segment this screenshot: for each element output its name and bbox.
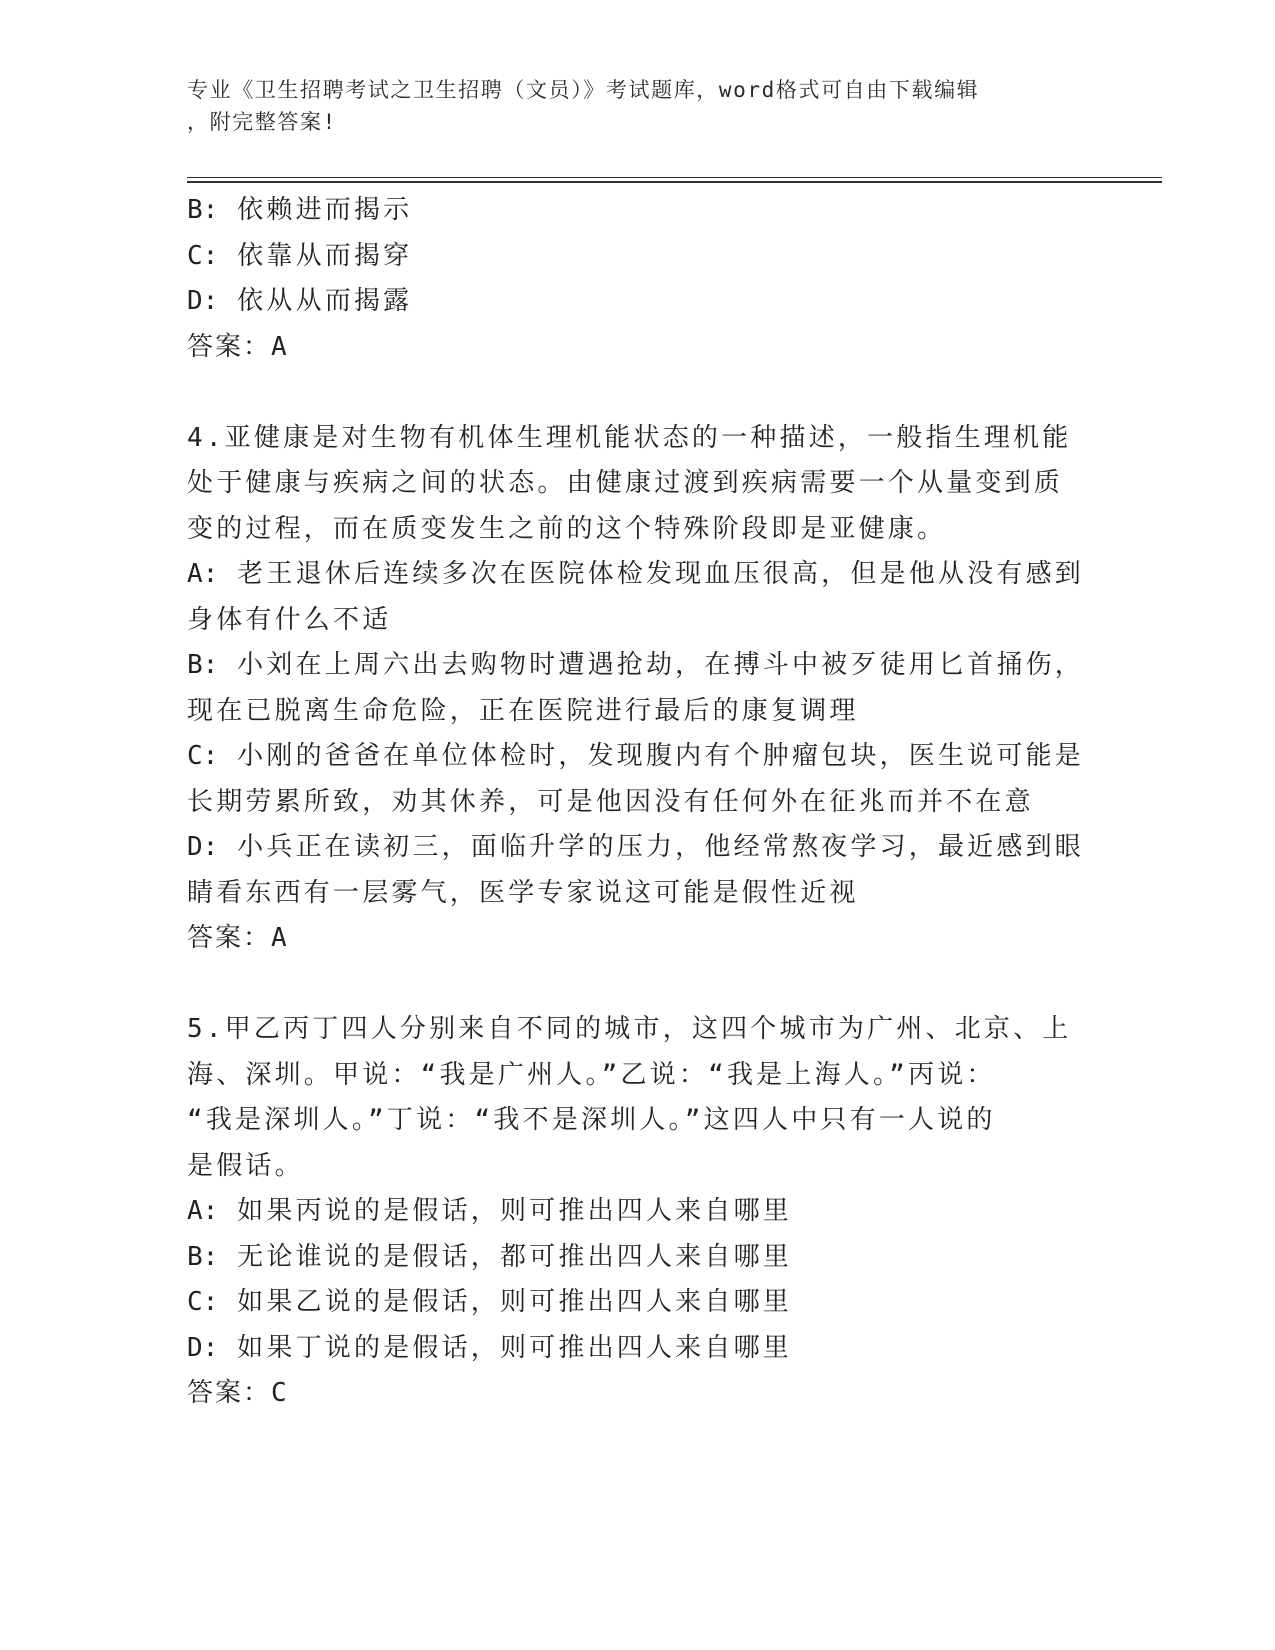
option-c-continuation: 长期劳累所致，劝其休养，可是他因没有任何外在征兆而并不在意 <box>187 786 1034 817</box>
question-stem-line: 4.亚健康是对生物有机体生理机能状态的一种描述，一般指生理机能 <box>187 422 1072 453</box>
question-stem-line: 变的过程，而在质变发生之前的这个特殊阶段即是亚健康。 <box>187 513 947 544</box>
document-header <box>187 74 1087 138</box>
option-c: C: 如果乙说的是假话，则可推出四人来自哪里 <box>187 1287 792 1317</box>
header-line-1: 专业《卫生招聘考试之卫生招聘（文员）》考试题库，word格式可自由下载编辑 <box>187 78 980 102</box>
option-b: B: 小刘在上周六出去购物时遭遇抢劫，在搏斗中被歹徒用匕首捅伤， <box>187 650 1084 680</box>
document-body <box>187 188 1087 1417</box>
question-stem-line: 处于健康与疾病之间的状态。由健康过渡到疾病需要一个从量变到质 <box>187 468 1064 498</box>
option-a: A: 老王退休后连续多次在医院体检发现血压很高，但是他从没有感到 <box>187 559 1084 589</box>
option-d: D: 依从从而揭露 <box>187 286 413 316</box>
option-c: C: 依靠从而揭穿 <box>187 240 413 271</box>
option-d: D: 如果丁说的是假话，则可推出四人来自哪里 <box>187 1332 792 1363</box>
option-b: B: 依赖进而揭示 <box>187 195 413 225</box>
header-divider-thick <box>187 181 1162 183</box>
header-line-2: ，附完整答案! <box>187 110 337 134</box>
spacer <box>187 962 1087 1008</box>
question-3-tail <box>187 188 1087 370</box>
option-a-continuation: 身体有什么不适 <box>187 604 392 635</box>
option-c: C: 小刚的爸爸在单位体检时，发现腹内有个肿瘤包块，医生说可能是 <box>187 741 1084 771</box>
header-divider-thin <box>187 177 1162 178</box>
option-b-continuation: 现在已脱离生命危险，正在医院进行最后的康复调理 <box>187 695 859 726</box>
question-stem-line: 是假话。 <box>187 1150 304 1181</box>
option-a: A: 如果丙说的是假话，则可推出四人来自哪里 <box>187 1196 792 1226</box>
answer-line: 答案：C <box>187 1378 289 1408</box>
question-stem-line: 海、深圳。甲说：“我是广州人。”乙说：“我是上海人。”丙说： <box>187 1059 996 1090</box>
question-5 <box>187 1007 1087 1417</box>
option-d-continuation: 睛看东西有一层雾气，医学专家说这可能是假性近视 <box>187 877 859 908</box>
option-b: B: 无论谁说的是假话，都可推出四人来自哪里 <box>187 1241 792 1272</box>
answer-line: 答案：A <box>187 923 289 953</box>
question-stem-line: “我是深圳人。”丁说：“我不是深圳人。”这四人中只有一人说的 <box>187 1105 996 1135</box>
question-stem-line: 5.甲乙丙丁四人分别来自不同的城市，这四个城市为广州、北京、上 <box>187 1014 1072 1044</box>
option-d: D: 小兵正在读初三，面临升学的压力，他经常熬夜学习，最近感到眼 <box>187 832 1084 862</box>
question-4 <box>187 416 1087 962</box>
answer-line: 答案：A <box>187 331 289 362</box>
spacer <box>187 370 1087 416</box>
